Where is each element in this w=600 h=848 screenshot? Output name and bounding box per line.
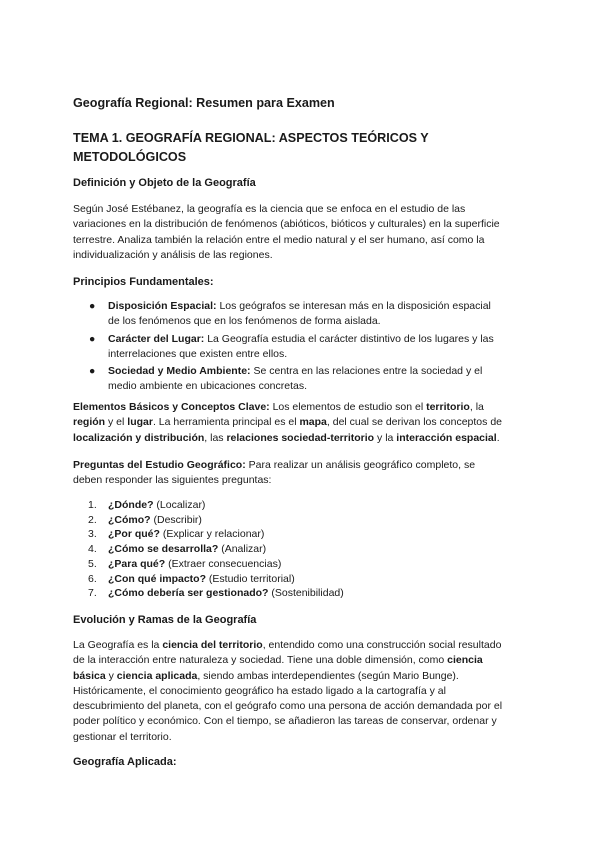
item-number: 5.	[88, 557, 97, 570]
keyword: relaciones sociedad-territorio	[226, 431, 375, 444]
keyword: ciencia del territorio	[162, 639, 263, 651]
heading-principios: Principios Fundamentales:	[73, 276, 214, 288]
answer: (Estudio territorial)	[206, 572, 295, 585]
text: La Geografía es la	[73, 639, 163, 651]
item-number: 1.	[88, 499, 97, 511]
keyword: región	[73, 416, 106, 429]
text: , siendo ambas interdependientes (según Mario Bunge).	[197, 669, 459, 682]
description-line: interrelaciones que existen entre ellos.	[108, 347, 288, 360]
heading-definicion: Definición y Objeto de la Geografía	[73, 177, 256, 189]
text: de la interacción entre naturaleza y sociedad. Tiene una doble dimensión, como	[73, 654, 448, 667]
list-item	[73, 498, 528, 513]
paragraph-definicion	[73, 202, 528, 263]
description: Se centra en las relaciones entre la sociedad y el	[250, 365, 483, 378]
text: , las	[204, 431, 227, 444]
text: Los elementos de estudio son el	[269, 401, 427, 413]
text-line: gestionar el territorio.	[73, 730, 172, 743]
text: . La herramienta principal es el	[152, 416, 300, 429]
text-line: variaciones en la distribución de fenómenos (abióticos, bióticos y culturales) en la superficie	[73, 218, 500, 231]
item-number: 7.	[88, 587, 97, 600]
question: ¿Cómo debería ser gestionado?	[108, 587, 269, 600]
keyword: ciencia	[447, 654, 483, 667]
list-item	[73, 527, 528, 542]
text-line: terrestre. Analiza también la relación entre el medio natural y el ser humano, así como la	[73, 233, 485, 246]
text: y	[105, 669, 117, 682]
answer: (Sostenibilidad)	[268, 587, 344, 600]
item-number: 6.	[88, 572, 97, 585]
description-line: de los fenómenos que en los fenómenos de forma aislada.	[108, 315, 381, 328]
list-item	[73, 332, 528, 363]
paragraph-elementos	[73, 400, 528, 446]
bullet-icon: ●	[89, 300, 96, 312]
question: ¿Cómo se desarrolla?	[108, 543, 219, 556]
list-item	[73, 299, 528, 330]
answer: (Describir)	[150, 513, 202, 526]
preguntas-list	[73, 498, 528, 601]
text-line: individualización y análisis de las regiones.	[73, 248, 273, 261]
list-item	[73, 557, 528, 572]
list-item	[73, 513, 528, 528]
answer: (Localizar)	[153, 499, 206, 511]
question: ¿Con qué impacto?	[108, 572, 206, 585]
item-number: 2.	[88, 513, 97, 526]
description-line: medio ambiente en ubicaciones concretas.	[108, 380, 308, 393]
heading-aplicada: Geografía Aplicada:	[73, 756, 177, 768]
paragraph-evolucion	[73, 638, 528, 745]
text: .	[496, 431, 500, 444]
item-number: 3.	[88, 528, 97, 541]
heading-evolucion: Evolución y Ramas de la Geografía	[73, 614, 257, 626]
text: , del cual se derivan los conceptos de	[326, 416, 502, 429]
question: ¿Para qué?	[108, 557, 166, 570]
heading-preguntas: Preguntas del Estudio Geográfico:	[73, 459, 246, 471]
text-line: descubrimiento del planeta, con el geógrafo como una persona de acción demandada por el	[73, 700, 503, 713]
principios-list	[73, 299, 528, 397]
text-line: Históricamente, el conocimiento geográfico ha estado ligado a la cartografía y al	[73, 684, 446, 697]
term: Sociedad y Medio Ambiente:	[108, 365, 251, 378]
question: ¿Cómo?	[108, 513, 151, 526]
text: Para realizar un análisis geográfico completo, se	[245, 459, 476, 471]
text: , la	[469, 401, 484, 413]
answer: (Explicar y relacionar)	[159, 528, 265, 541]
keyword: territorio	[426, 401, 470, 413]
answer: (Extraer consecuencias)	[165, 557, 282, 570]
question: ¿Por qué?	[108, 528, 160, 541]
term: Carácter del Lugar:	[108, 332, 205, 345]
answer: (Analizar)	[218, 543, 267, 556]
list-item	[73, 586, 528, 601]
description: Los geógrafos se interesan más en la disposición espacial	[216, 300, 491, 312]
text-line: Según José Estébanez, la geografía es la ciencia que se enfoca en el estudio de las	[73, 203, 466, 215]
keyword: interacción espacial	[396, 431, 497, 444]
keyword: localización y distribución	[73, 431, 205, 444]
text: y el	[105, 416, 128, 429]
question: ¿Dónde?	[108, 499, 154, 511]
keyword: ciencia aplicada	[116, 669, 198, 682]
list-item	[73, 572, 528, 587]
description: La Geografía estudia el carácter distintivo de los lugares y las	[204, 332, 494, 345]
bullet-icon: ●	[89, 365, 96, 378]
keyword: mapa	[299, 416, 327, 429]
tema-title: TEMA 1. GEOGRAFÍA REGIONAL: ASPECTOS TEÓRICOS Y METODOLÓGICOS	[73, 131, 429, 164]
text: , entendido como una construcción social resultado	[262, 639, 502, 651]
list-item	[73, 542, 528, 557]
item-number: 4.	[88, 543, 97, 556]
text: y la	[374, 431, 397, 444]
term: Disposición Espacial:	[108, 300, 217, 312]
document-title: Geografía Regional: Resumen para Examen	[73, 96, 335, 110]
text-line: deben responder las siguientes preguntas:	[73, 474, 272, 487]
bullet-icon: ●	[89, 332, 96, 345]
list-item	[73, 364, 528, 395]
heading-elementos: Elementos Básicos y Conceptos Clave:	[73, 401, 270, 413]
keyword: lugar	[127, 416, 153, 429]
text-line: poder político y económico. Con el tiempo, se añadieron las tareas de conservar, ordenar y	[73, 715, 497, 728]
paragraph-preguntas	[73, 458, 528, 489]
keyword: básica	[73, 669, 106, 682]
